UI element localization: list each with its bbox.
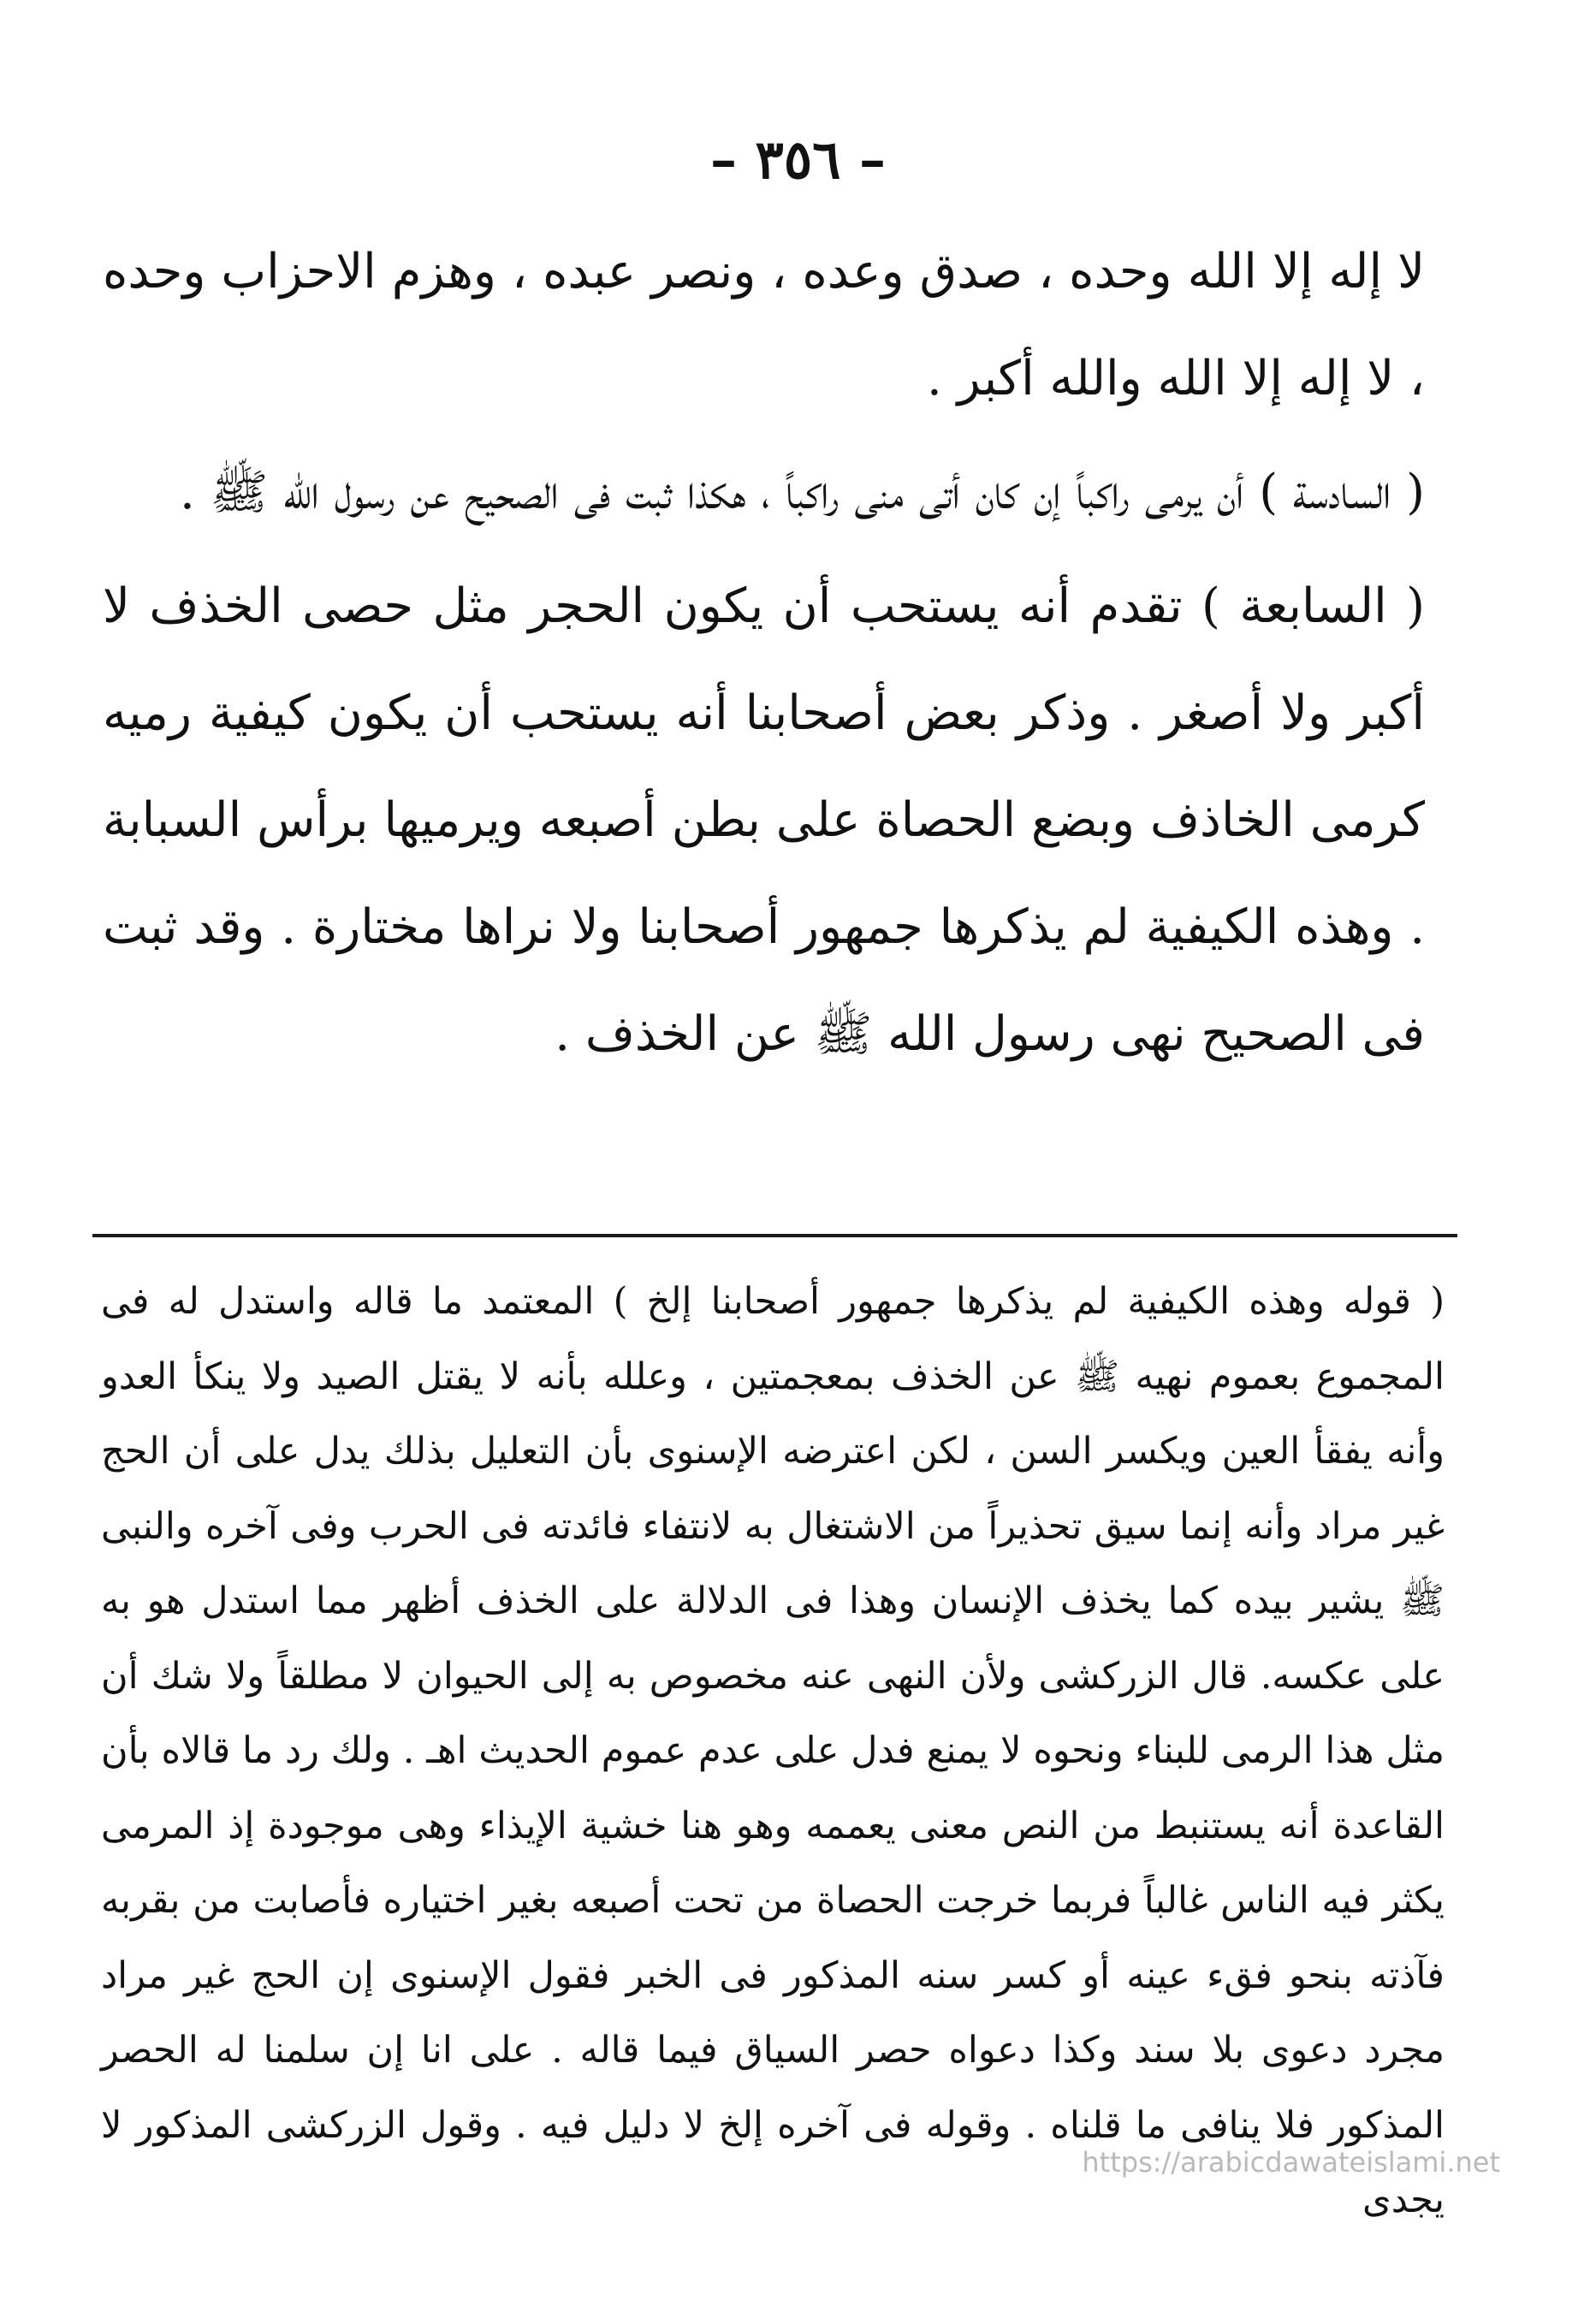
watermark-url: https://arabicdawateislami.net [1082, 2146, 1500, 2179]
main-text [103, 218, 1425, 1088]
main-paragraph-2: ( السادسة ) أن يرمى راكباً إن كان أتى منى راكباً ، هكذا ثبت فى الصحيح عن رسول الله ﷺ . [180, 465, 1425, 520]
main-paragraph-1: لا إله إلا الله وحده ، صدق وعده ، ونصر عبده ، وهزم الاحزاب وحده ، لا إله إلا الله والله أكبر . [103, 244, 1426, 406]
footnote [101, 1265, 1445, 2238]
footnote-divider [92, 1234, 1457, 1237]
main-paragraph-3: ( السابعة ) تقدم أنه يستحب أن يكون الحجر مثل حصى الخذف لا أكبر ولا أصغر . وذكر بعض أصحابنا أنه يستحب أن يكون كيفية رميه كرمى الخاذف وبضع الحصاة على بطن أصبعه ويرميها برأس السبابة . وهذه الكيفية لم يذكرها جمهور أصحابنا ولا نراها مختارة . وقد ثبت فى الصحيح نهى رسول الله ﷺ عن الخذف . [103, 578, 1425, 1062]
footnote-text: ( قوله وهذه الكيفية لم يذكرها جمهور أصحابنا إلخ ) المعتمد ما قاله واستدل له فى المجموع بعموم نهيه ﷺ عن الخذف بمعجمتين ، وعلله بأنه لا يقتل الصيد ولا ينكأ العدو وأنه يفقأ العين ويكسر السن ، لكن اعترضه الإسنوى بأن التعليل بذلك يدل على أن الحج غير مراد وأنه إنما سيق تحذيراً من الاشتغال به لانتفاء فائدته فى الحرب وفى آخره والنبى ﷺ يشير بيده كما يخذف الإنسان وهذا فى الدلالة على الخذف أظهر مما استدل هو به على عكسه. قال الزركشى ولأن النهى عنه مخصوص به إلى الحيوان لا مطلقاً ولا شك أن مثل هذا الرمى للبناء ونحوه لا يمنع فدل على عدم عموم الحديث اهـ . ولك رد ما قالاه بأن القاعدة أنه يستنبط من النص معنى يعممه وهو هنا خشية الإيذاء وهى موجودة إذ المرمى يكثر فيه الناس غالباً فربما خرجت الحصاة من تحت أصبعه بغير اختياره فأصابت من بقربه فآذته بنحو فقء عينه أو كسر سنه المذكور فى الخبر فقول الإسنوى إن الحج غير مراد مجرد دعوى بلا سند وكذا دعواه حصر السياق فيما قاله . على انا إن سلمنا له الحصر المذكور فلا ينافى ما قلناه . وقوله فى آخره إلخ لا دليل فيه . وقول الزركشى المذكور لا يجدى [101, 1280, 1445, 2221]
page-number: – ٣٥٦ – [709, 128, 887, 191]
